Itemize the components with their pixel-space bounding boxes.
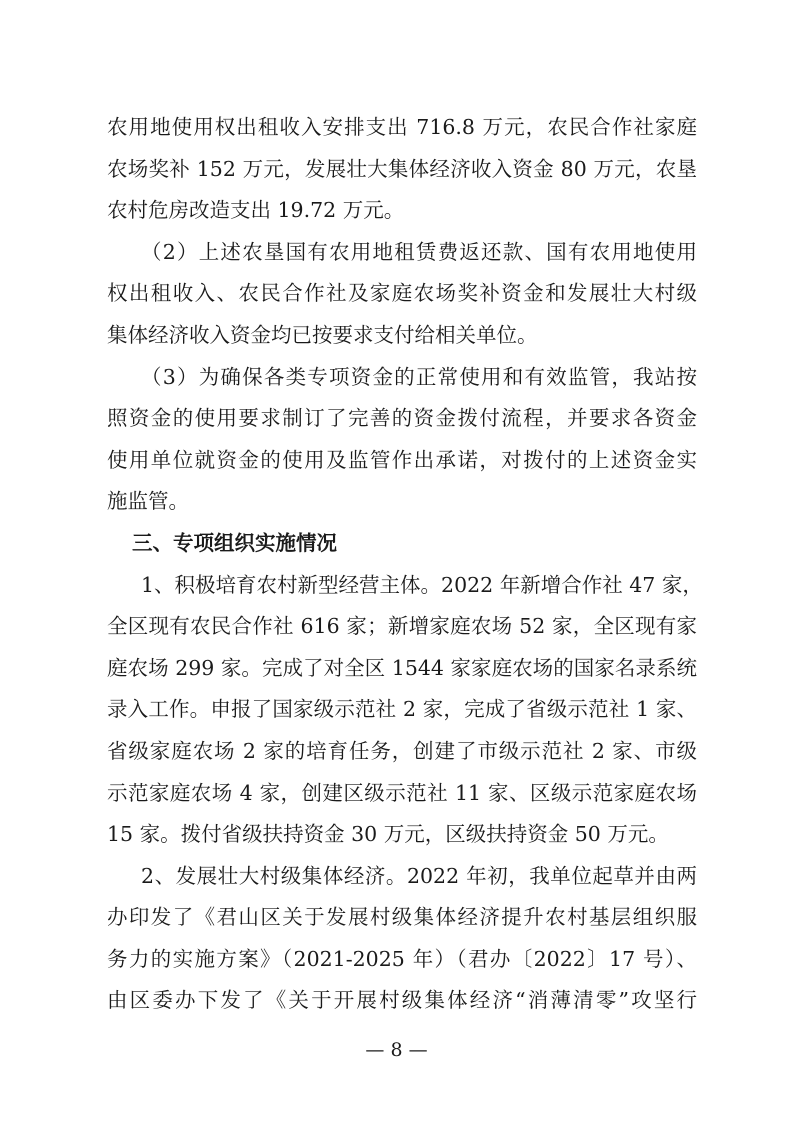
text-line: 1、积极培育农村新型经营主体。2022 年新增合作社 47 家， bbox=[141, 572, 703, 597]
text-line: 施监管。 bbox=[107, 489, 189, 514]
text-line: 录入工作。申报了国家级示范社 2 家，完成了省级示范社 1 家、 bbox=[107, 697, 697, 722]
text-line: 全区现有农民合作社 616 家；新增家庭农场 52 家，全区现有家 bbox=[107, 614, 697, 639]
text-line: 2、发展壮大村级集体经济。2022 年初，我单位起草并由两 bbox=[141, 863, 697, 888]
text-line: 集体经济收入资金均已按要求支付给相关单位。 bbox=[107, 322, 538, 347]
text-line: 示范家庭农场 4 家，创建区级示范社 11 家、区级示范家庭农场 bbox=[107, 780, 697, 805]
text-line: 由区委办下发了《关于开展村级集体经济“消薄清零”攻坚行 bbox=[107, 988, 697, 1013]
text-line: 庭农场 299 家。完成了对全区 1544 家家庭农场的国家名录系统 bbox=[107, 655, 697, 680]
text-line: 农村危房改造支出 19.72 万元。 bbox=[107, 198, 405, 223]
document-body bbox=[107, 107, 703, 1022]
text-line: 省级家庭农场 2 家的培育任务，创建了市级示范社 2 家、市级 bbox=[107, 738, 697, 763]
text-line: 照资金的使用要求制订了完善的资金拨付流程，并要求各资金 bbox=[107, 406, 697, 431]
page-number: — 8 — bbox=[365, 1039, 428, 1061]
text-line: 15 家。拨付省级扶持资金 30 万元，区级扶持资金 50 万元。 bbox=[107, 822, 669, 847]
text-line: （3）为确保各类专项资金的正常使用和有效监管，我站按 bbox=[141, 364, 697, 389]
section-heading: 三、专项组织实施情况 bbox=[132, 530, 337, 555]
text-line: 使用单位就资金的使用及监管作出承诺，对拨付的上述资金实 bbox=[107, 447, 697, 472]
text-line: 农场奖补 152 万元，发展壮大集体经济收入资金 80 万元，农垦 bbox=[107, 156, 697, 181]
text-line: （2）上述农垦国有农用地租赁费返还款、国有农用地使用 bbox=[141, 239, 697, 264]
text-line: 农用地使用权出租收入安排支出 716.8 万元，农民合作社家庭 bbox=[107, 115, 697, 139]
text-line: 权出租收入、农民合作社及家庭农场奖补资金和发展壮大村级 bbox=[107, 281, 697, 306]
text-line: 务力的实施方案》（2021-2025 年）（君办〔2022〕17 号）、 bbox=[107, 946, 697, 971]
text-line: 办印发了《君山区关于发展村级集体经济提升农村基层组织服 bbox=[107, 905, 697, 930]
